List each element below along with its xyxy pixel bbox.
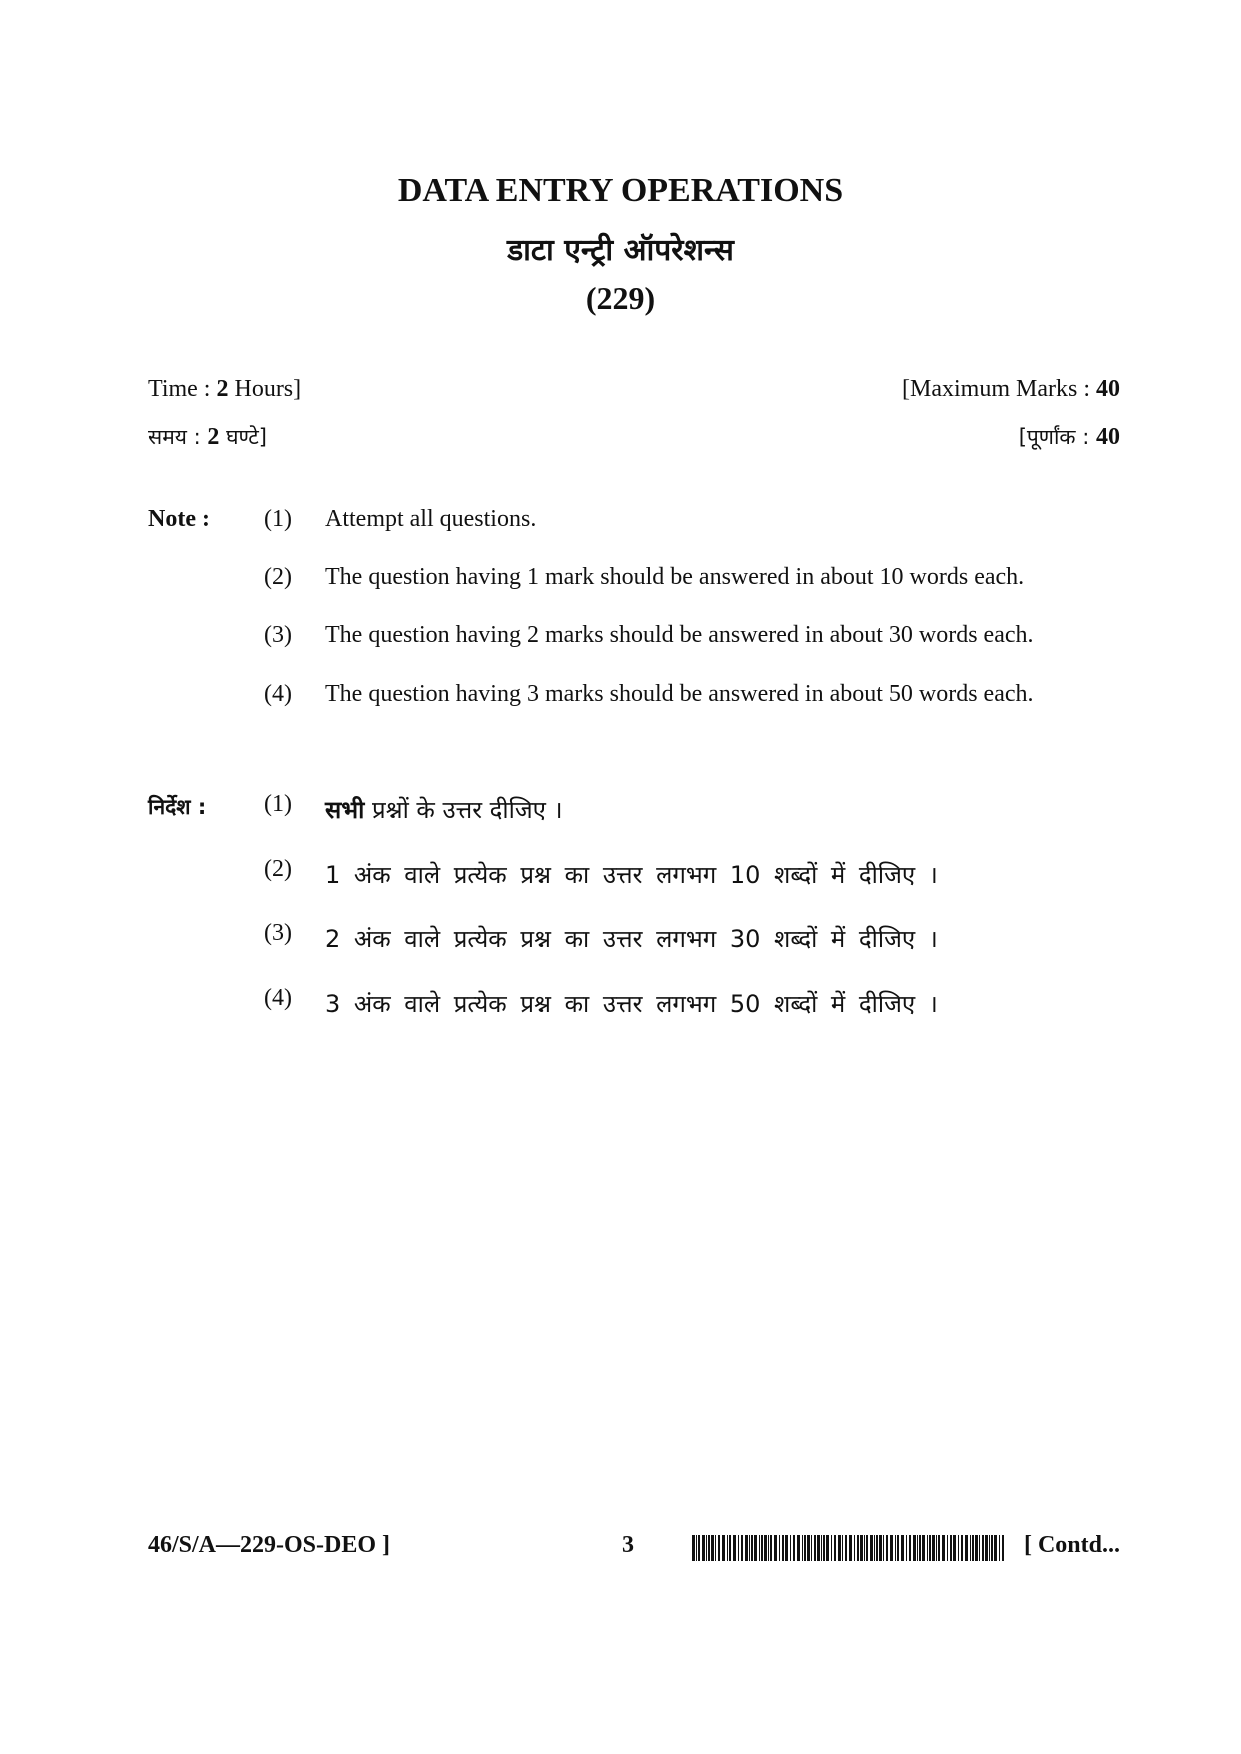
barcode-bar <box>906 1535 907 1561</box>
note-text: Attempt all questions. <box>325 506 537 532</box>
barcode-bar <box>768 1535 769 1561</box>
barcode-bar <box>782 1535 784 1561</box>
barcode-bar <box>838 1535 841 1561</box>
barcode-bar <box>804 1535 806 1561</box>
barcode-bar <box>727 1535 728 1561</box>
barcode-bar <box>722 1535 725 1561</box>
barcode-bar <box>702 1535 705 1561</box>
barcode-bar <box>897 1535 899 1561</box>
max-marks-label: [Maximum Marks : <box>902 376 1090 402</box>
barcode-bar <box>917 1535 918 1561</box>
barcode-bar <box>909 1535 911 1561</box>
barcode-bar <box>814 1535 816 1561</box>
barcode-bar <box>864 1535 865 1561</box>
barcode-bar <box>826 1535 829 1561</box>
nirdesh-num: (2) <box>264 856 292 882</box>
barcode-bar <box>879 1535 882 1561</box>
barcode-bar <box>961 1535 963 1561</box>
barcode-bar <box>860 1535 863 1561</box>
barcode-bar <box>849 1535 852 1561</box>
subject-code: (229) <box>585 280 656 316</box>
max-marks-info-hindi <box>1019 423 1120 451</box>
barcode-bar <box>866 1535 868 1561</box>
nirdesh-text: 1 अंक वाले प्रत्येक प्रश्न का उत्तर लगभग 10 शब्दों में दीजिए । <box>325 861 938 889</box>
barcode-bar <box>823 1535 825 1561</box>
barcode-bar <box>901 1535 904 1561</box>
barcode-bar <box>874 1535 875 1561</box>
nirdesh-num: (3) <box>264 920 292 946</box>
barcode-bar <box>929 1535 931 1561</box>
time-value-hindi: 2 <box>207 424 220 450</box>
note-num: (2) <box>264 564 292 590</box>
barcode-bar <box>953 1535 956 1561</box>
barcode-bar <box>994 1535 997 1561</box>
barcode-bar <box>886 1535 888 1561</box>
barcode-bar <box>972 1535 974 1561</box>
time-value: 2 <box>216 376 229 402</box>
barcode <box>692 1535 1010 1561</box>
barcode-bar <box>883 1535 884 1561</box>
barcode-bar <box>845 1535 847 1561</box>
paper-title-hindi: डाटा एन्ट्री ऑपरेशन्स <box>507 233 734 268</box>
barcode-bar <box>779 1535 780 1561</box>
barcode-bar <box>989 1535 990 1561</box>
time-label: Time : <box>148 376 211 402</box>
time-info-hindi <box>148 423 267 451</box>
barcode-bar <box>942 1535 945 1561</box>
barcode-bar <box>922 1535 925 1561</box>
barcode-bar <box>754 1535 757 1561</box>
note-num: (4) <box>264 681 292 707</box>
barcode-bar <box>802 1535 803 1561</box>
note-text: The question having 2 marks should be answered in about 30 words each. <box>325 622 1034 648</box>
paper-code: 46/S/A—229-OS-DEO ] <box>148 1532 391 1558</box>
note-text: The question having 3 marks should be answered in about 50 words each. <box>325 681 1034 707</box>
nirdesh-text <box>325 793 1121 826</box>
note-num: (1) <box>264 506 292 532</box>
barcode-bar <box>932 1535 935 1561</box>
barcode-bar <box>890 1535 893 1561</box>
nirdesh-num: (1) <box>264 791 292 817</box>
nirdesh-label: निर्देश : <box>148 795 207 819</box>
barcode-bar <box>857 1535 859 1561</box>
barcode-bar <box>842 1535 843 1561</box>
nirdesh-text: 3 अंक वाले प्रत्येक प्रश्न का उत्तर लगभग 50 शब्दों में दीजिए । <box>325 990 938 1018</box>
barcode-bar <box>738 1535 739 1561</box>
barcode-bar <box>1002 1535 1004 1561</box>
barcode-bar <box>751 1535 753 1561</box>
barcode-bar <box>965 1535 968 1561</box>
barcode-bar <box>991 1535 993 1561</box>
barcode-bar <box>913 1535 916 1561</box>
barcode-bar <box>741 1535 743 1561</box>
barcode-bar <box>936 1535 937 1561</box>
barcode-bar <box>870 1535 873 1561</box>
barcode-bar <box>947 1535 948 1561</box>
barcode-bar <box>876 1535 878 1561</box>
nirdesh-bold-word: सभी <box>325 796 365 824</box>
max-marks-label-hindi: [पूर्णांक : <box>1018 425 1090 449</box>
barcode-bar <box>797 1535 800 1561</box>
barcode-bar <box>706 1535 707 1561</box>
barcode-bar <box>999 1535 1000 1561</box>
barcode-bar <box>958 1535 959 1561</box>
time-info <box>148 376 301 403</box>
barcode-bar <box>811 1535 812 1561</box>
barcode-bar <box>774 1535 777 1561</box>
max-marks-value: 40 <box>1096 376 1120 402</box>
barcode-bar <box>950 1535 952 1561</box>
barcode-bar <box>938 1535 940 1561</box>
barcode-bar <box>708 1535 710 1561</box>
barcode-bar <box>733 1535 736 1561</box>
barcode-bar <box>985 1535 988 1561</box>
barcode-bar <box>718 1535 720 1561</box>
barcode-bar <box>919 1535 921 1561</box>
barcode-bar <box>807 1535 810 1561</box>
barcode-bar <box>764 1535 767 1561</box>
barcode-bar <box>790 1535 791 1561</box>
paper-title: DATA ENTRY OPERATIONS <box>397 172 844 209</box>
barcode-bar <box>692 1535 695 1561</box>
nirdesh-num: (4) <box>264 985 292 1011</box>
nirdesh-text: 2 अंक वाले प्रत्येक प्रश्न का उत्तर लगभग 30 शब्दों में दीजिए । <box>325 925 938 953</box>
note-text: The question having 1 mark should be answered in about 10 words each. <box>325 564 1025 590</box>
barcode-bar <box>982 1535 984 1561</box>
barcode-bar <box>970 1535 971 1561</box>
page-number: 3 <box>622 1532 634 1558</box>
barcode-bar <box>831 1535 832 1561</box>
barcode-bar <box>759 1535 760 1561</box>
time-label-hindi: समय : <box>148 425 201 449</box>
barcode-bar <box>745 1535 748 1561</box>
note-label: Note : <box>148 506 210 532</box>
barcode-bar <box>854 1535 855 1561</box>
barcode-bar <box>729 1535 731 1561</box>
barcode-bar <box>927 1535 928 1561</box>
barcode-bar <box>715 1535 716 1561</box>
barcode-bar <box>711 1535 714 1561</box>
barcode-bar <box>895 1535 896 1561</box>
barcode-bar <box>975 1535 978 1561</box>
barcode-bar <box>761 1535 763 1561</box>
barcode-bar <box>821 1535 822 1561</box>
nirdesh-text-rest: प्रश्नों के उत्तर दीजिए । <box>371 796 563 824</box>
barcode-bar <box>770 1535 772 1561</box>
time-unit-hindi: घण्टे] <box>226 425 267 449</box>
barcode-bar <box>698 1535 700 1561</box>
continued-label: [ Contd... <box>1023 1532 1120 1558</box>
barcode-bar <box>793 1535 795 1561</box>
barcode-bar <box>979 1535 980 1561</box>
barcode-bar <box>817 1535 820 1561</box>
barcode-bar <box>785 1535 788 1561</box>
max-marks-info <box>902 376 1120 403</box>
note-num: (3) <box>264 622 292 648</box>
max-marks-value-hindi: 40 <box>1096 424 1120 450</box>
barcode-bar <box>696 1535 697 1561</box>
barcode-bar <box>749 1535 750 1561</box>
time-unit: Hours] <box>234 376 302 402</box>
barcode-bar <box>834 1535 836 1561</box>
